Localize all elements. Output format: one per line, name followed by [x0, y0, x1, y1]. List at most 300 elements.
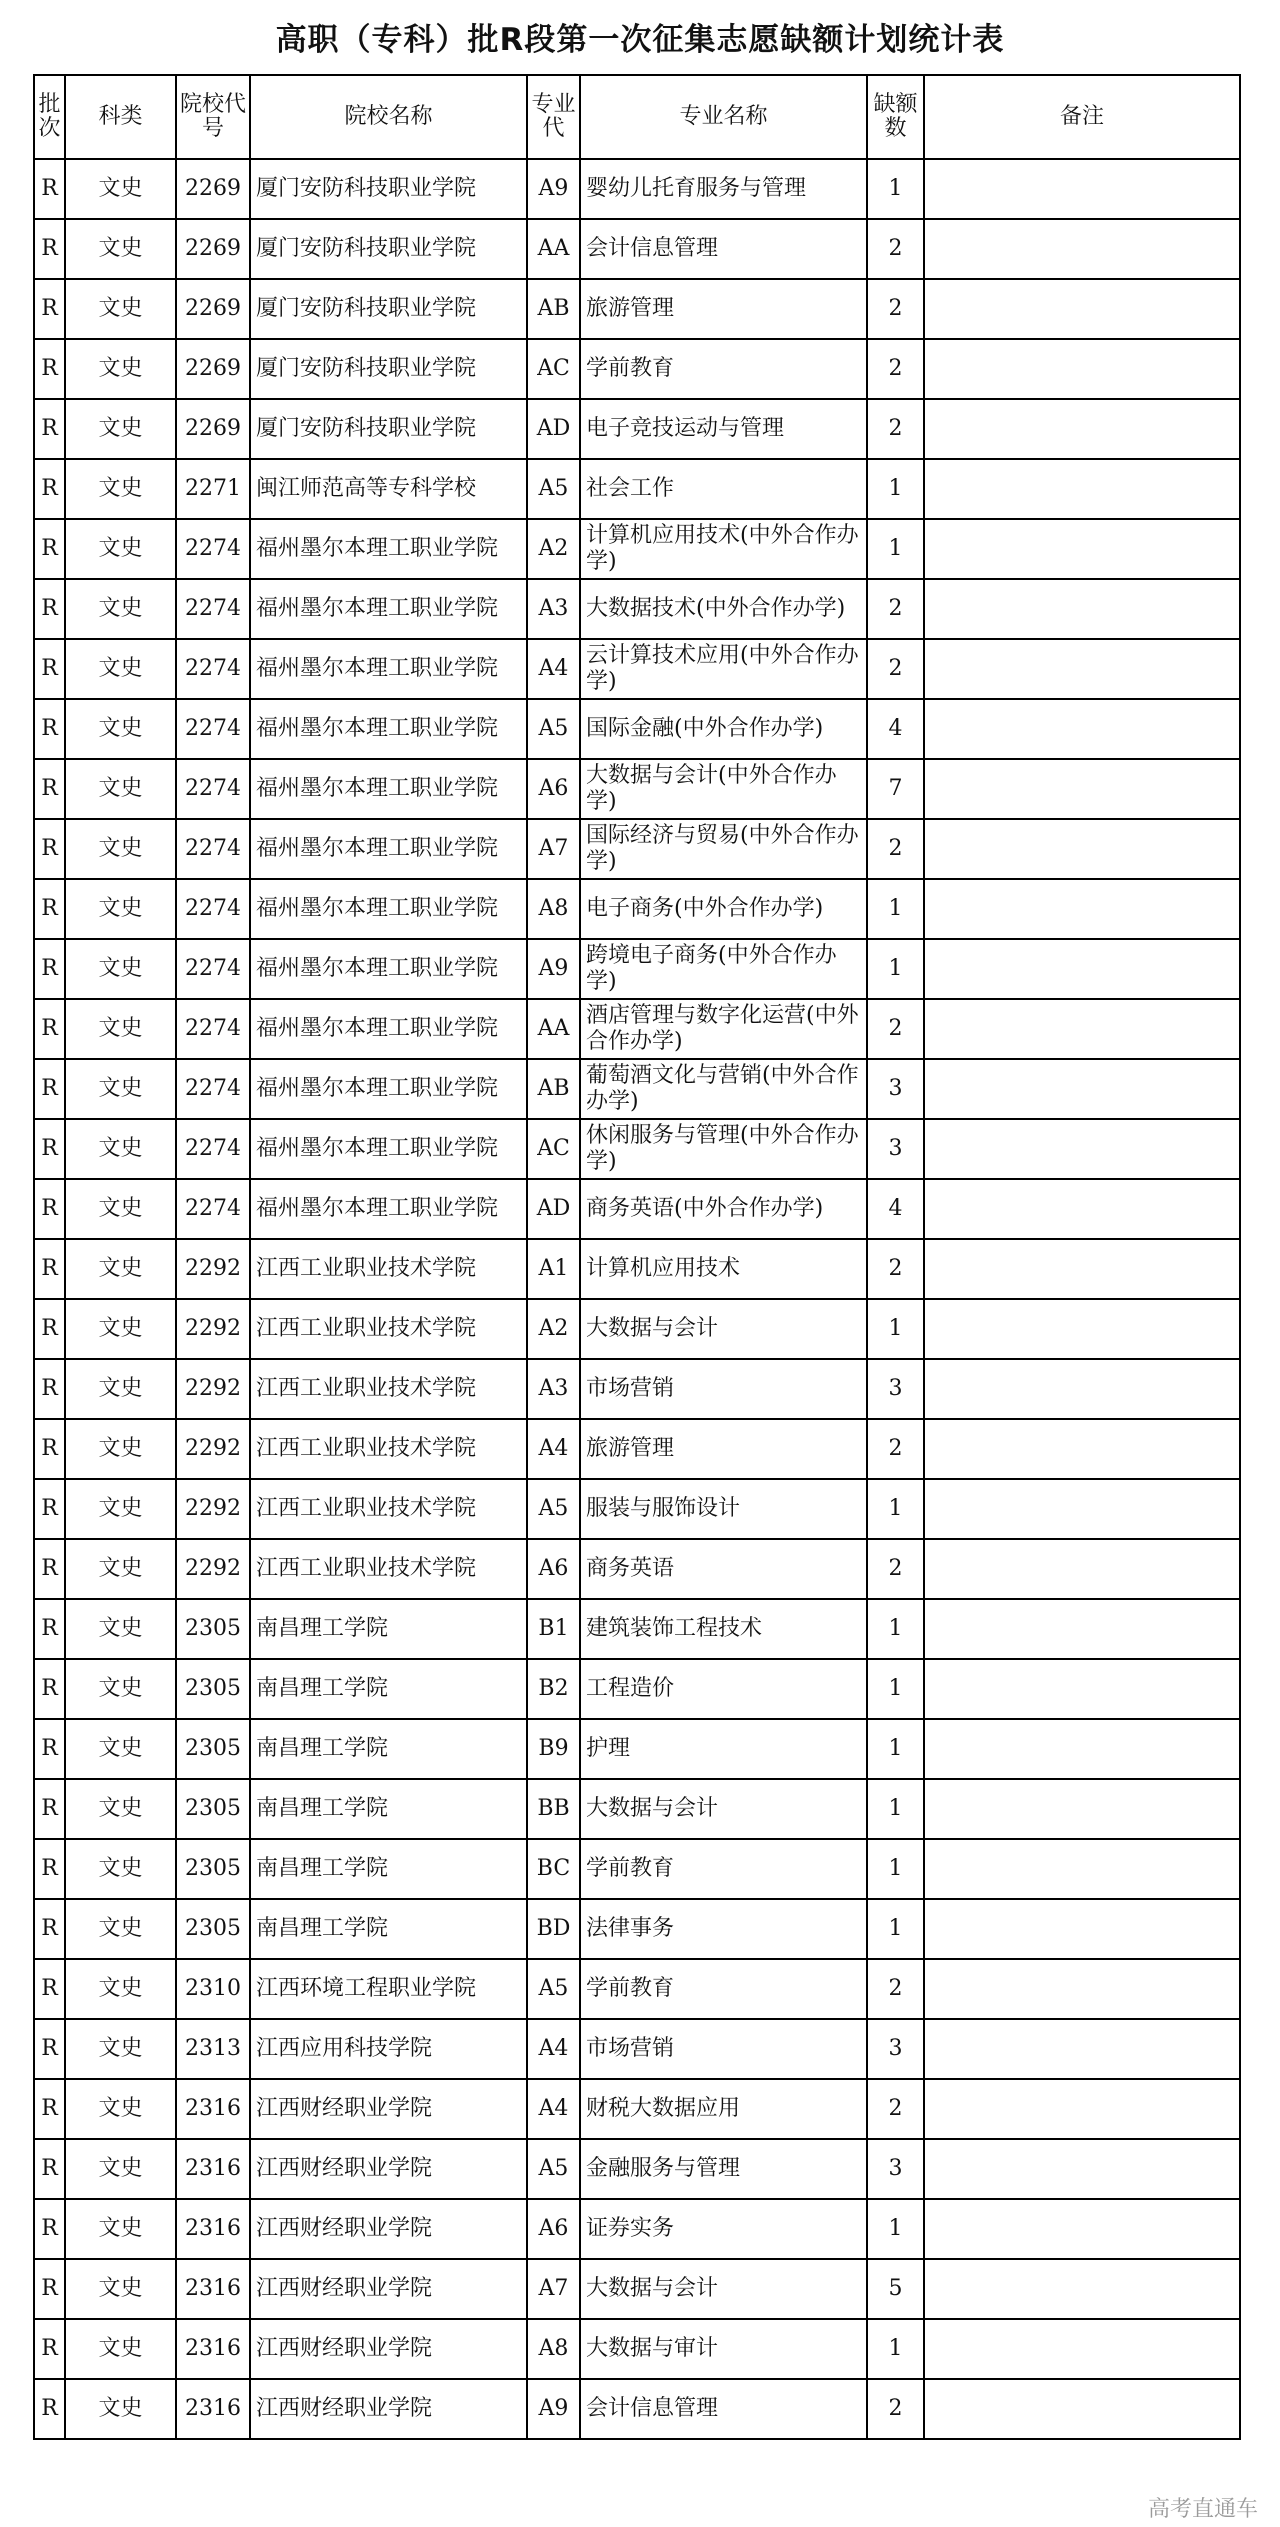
- cell-major-code: BC: [527, 1839, 580, 1899]
- table-row: [34, 159, 1240, 219]
- cell-school-code: 2316: [176, 2079, 250, 2139]
- cell-batch: R: [34, 2139, 65, 2199]
- cell-major-code: AC: [527, 339, 580, 399]
- cell-batch: R: [34, 1839, 65, 1899]
- cell-school-code: 2274: [176, 579, 250, 639]
- cell-school-code: 2274: [176, 639, 250, 699]
- cell-major-code: A7: [527, 819, 580, 879]
- cell-category: 文史: [65, 1959, 176, 2019]
- cell-batch: R: [34, 2379, 65, 2439]
- cell-batch: R: [34, 1779, 65, 1839]
- cell-major-code: A9: [527, 2379, 580, 2439]
- cell-major-name: 休闲服务与管理(中外合作办学): [580, 1119, 867, 1179]
- cell-category: 文史: [65, 819, 176, 879]
- page-title: 高职（专科）批R段第一次征集志愿缺额计划统计表: [275, 22, 1005, 58]
- cell-category: 文史: [65, 939, 176, 999]
- cell-vacancy: 4: [867, 1179, 924, 1239]
- cell-note: [924, 1539, 1240, 1599]
- cell-major-code: A5: [527, 1959, 580, 2019]
- cell-batch: R: [34, 399, 65, 459]
- cell-major-name: 金融服务与管理: [580, 2139, 867, 2199]
- cell-school-name: 南昌理工学院: [250, 1599, 527, 1659]
- cell-major-name: 会计信息管理: [580, 2379, 867, 2439]
- cell-major-name: 学前教育: [580, 339, 867, 399]
- cell-vacancy: 1: [867, 159, 924, 219]
- cell-major-name: 服装与服饰设计: [580, 1479, 867, 1539]
- cell-school-name: 厦门安防科技职业学院: [250, 339, 527, 399]
- cell-category: 文史: [65, 2019, 176, 2079]
- cell-major-name: 大数据与会计(中外合作办学): [580, 759, 867, 819]
- cell-note: [924, 1059, 1240, 1119]
- cell-major-code: AC: [527, 1119, 580, 1179]
- cell-major-code: A4: [527, 639, 580, 699]
- vacancy-table: [33, 74, 1241, 2440]
- cell-major-name: 葡萄酒文化与营销(中外合作办学): [580, 1059, 867, 1119]
- cell-vacancy: 2: [867, 639, 924, 699]
- cell-major-name: 计算机应用技术(中外合作办学): [580, 519, 867, 579]
- cell-category: 文史: [65, 699, 176, 759]
- cell-major-code: A4: [527, 1419, 580, 1479]
- cell-category: 文史: [65, 2379, 176, 2439]
- cell-school-code: 2310: [176, 1959, 250, 2019]
- cell-school-code: 2269: [176, 339, 250, 399]
- cell-batch: R: [34, 579, 65, 639]
- cell-vacancy: 2: [867, 279, 924, 339]
- table-row: [34, 219, 1240, 279]
- cell-vacancy: 4: [867, 699, 924, 759]
- cell-note: [924, 1779, 1240, 1839]
- cell-note: [924, 2319, 1240, 2379]
- cell-major-name: 旅游管理: [580, 1419, 867, 1479]
- cell-note: [924, 1959, 1240, 2019]
- cell-school-code: 2305: [176, 1899, 250, 1959]
- cell-category: 文史: [65, 879, 176, 939]
- cell-major-name: 商务英语: [580, 1539, 867, 1599]
- table-row: [34, 1179, 1240, 1239]
- table-row: [34, 999, 1240, 1059]
- cell-batch: R: [34, 1059, 65, 1119]
- cell-school-code: 2274: [176, 519, 250, 579]
- cell-school-code: 2316: [176, 2259, 250, 2319]
- cell-vacancy: 7: [867, 759, 924, 819]
- cell-batch: R: [34, 879, 65, 939]
- cell-school-code: 2274: [176, 879, 250, 939]
- cell-major-code: B2: [527, 1659, 580, 1719]
- cell-category: 文史: [65, 1659, 176, 1719]
- cell-batch: R: [34, 519, 65, 579]
- cell-major-code: A1: [527, 1239, 580, 1299]
- cell-batch: R: [34, 999, 65, 1059]
- cell-note: [924, 399, 1240, 459]
- cell-note: [924, 1419, 1240, 1479]
- table-row: [34, 2259, 1240, 2319]
- cell-vacancy: 1: [867, 1719, 924, 1779]
- table-row: [34, 1479, 1240, 1539]
- cell-note: [924, 1899, 1240, 1959]
- cell-category: 文史: [65, 1119, 176, 1179]
- cell-school-code: 2274: [176, 999, 250, 1059]
- table-row: [34, 1059, 1240, 1119]
- table-row: [34, 759, 1240, 819]
- cell-note: [924, 1659, 1240, 1719]
- cell-school-name: 福州墨尔本理工职业学院: [250, 819, 527, 879]
- cell-note: [924, 1239, 1240, 1299]
- table-row: [34, 279, 1240, 339]
- cell-major-name: 大数据与会计: [580, 1779, 867, 1839]
- cell-batch: R: [34, 1899, 65, 1959]
- table-row: [34, 819, 1240, 879]
- cell-vacancy: 5: [867, 2259, 924, 2319]
- cell-major-code: A5: [527, 459, 580, 519]
- cell-major-code: AA: [527, 999, 580, 1059]
- cell-category: 文史: [65, 1299, 176, 1359]
- cell-major-code: AA: [527, 219, 580, 279]
- cell-note: [924, 1599, 1240, 1659]
- cell-note: [924, 2199, 1240, 2259]
- cell-note: [924, 579, 1240, 639]
- cell-major-code: A5: [527, 2139, 580, 2199]
- table-row: [34, 879, 1240, 939]
- cell-major-code: A6: [527, 759, 580, 819]
- cell-major-name: 大数据技术(中外合作办学): [580, 579, 867, 639]
- cell-school-code: 2292: [176, 1299, 250, 1359]
- cell-school-code: 2305: [176, 1779, 250, 1839]
- cell-batch: R: [34, 219, 65, 279]
- cell-major-name: 大数据与会计: [580, 1299, 867, 1359]
- header-school-name: 院校名称: [250, 75, 527, 159]
- cell-major-code: A5: [527, 699, 580, 759]
- cell-vacancy: 2: [867, 999, 924, 1059]
- cell-category: 文史: [65, 1599, 176, 1659]
- cell-school-code: 2271: [176, 459, 250, 519]
- cell-major-code: A6: [527, 2199, 580, 2259]
- cell-major-name: 国际经济与贸易(中外合作办学): [580, 819, 867, 879]
- cell-school-name: 南昌理工学院: [250, 1839, 527, 1899]
- cell-category: 文史: [65, 1239, 176, 1299]
- cell-note: [924, 459, 1240, 519]
- cell-note: [924, 519, 1240, 579]
- cell-school-name: 江西工业职业技术学院: [250, 1419, 527, 1479]
- cell-major-code: A4: [527, 2079, 580, 2139]
- cell-school-name: 江西工业职业技术学院: [250, 1479, 527, 1539]
- header-major-code: 专业代: [527, 75, 580, 159]
- cell-major-code: AB: [527, 1059, 580, 1119]
- cell-school-code: 2274: [176, 939, 250, 999]
- table-row: [34, 339, 1240, 399]
- cell-major-name: 云计算技术应用(中外合作办学): [580, 639, 867, 699]
- cell-batch: R: [34, 1119, 65, 1179]
- cell-note: [924, 159, 1240, 219]
- cell-major-name: 证券实务: [580, 2199, 867, 2259]
- cell-school-code: 2269: [176, 219, 250, 279]
- cell-school-name: 福州墨尔本理工职业学院: [250, 1179, 527, 1239]
- cell-major-code: A8: [527, 2319, 580, 2379]
- cell-vacancy: 1: [867, 2199, 924, 2259]
- cell-vacancy: 2: [867, 339, 924, 399]
- cell-school-code: 2305: [176, 1839, 250, 1899]
- cell-major-code: AD: [527, 1179, 580, 1239]
- cell-school-name: 厦门安防科技职业学院: [250, 279, 527, 339]
- cell-category: 文史: [65, 2319, 176, 2379]
- header-major-name: 专业名称: [580, 75, 867, 159]
- cell-note: [924, 1839, 1240, 1899]
- table-row: [34, 1359, 1240, 1419]
- cell-note: [924, 939, 1240, 999]
- cell-vacancy: 3: [867, 1119, 924, 1179]
- cell-major-code: A3: [527, 1359, 580, 1419]
- cell-major-name: 学前教育: [580, 1959, 867, 2019]
- cell-vacancy: 1: [867, 519, 924, 579]
- cell-note: [924, 819, 1240, 879]
- cell-batch: R: [34, 2319, 65, 2379]
- cell-school-name: 江西工业职业技术学院: [250, 1299, 527, 1359]
- cell-school-name: 江西工业职业技术学院: [250, 1359, 527, 1419]
- cell-note: [924, 339, 1240, 399]
- cell-vacancy: 1: [867, 459, 924, 519]
- cell-category: 文史: [65, 219, 176, 279]
- cell-school-code: 2274: [176, 759, 250, 819]
- cell-vacancy: 1: [867, 1659, 924, 1719]
- cell-school-name: 江西环境工程职业学院: [250, 1959, 527, 2019]
- header-note: 备注: [924, 75, 1240, 159]
- cell-school-code: 2274: [176, 1179, 250, 1239]
- cell-note: [924, 2019, 1240, 2079]
- cell-major-code: A6: [527, 1539, 580, 1599]
- table-row: [34, 1599, 1240, 1659]
- cell-note: [924, 279, 1240, 339]
- cell-note: [924, 2079, 1240, 2139]
- cell-major-name: 市场营销: [580, 1359, 867, 1419]
- cell-category: 文史: [65, 2079, 176, 2139]
- cell-vacancy: 1: [867, 1299, 924, 1359]
- cell-school-code: 2274: [176, 1059, 250, 1119]
- cell-vacancy: 2: [867, 819, 924, 879]
- cell-category: 文史: [65, 2259, 176, 2319]
- cell-major-name: 工程造价: [580, 1659, 867, 1719]
- cell-batch: R: [34, 2259, 65, 2319]
- cell-note: [924, 1479, 1240, 1539]
- cell-school-code: 2305: [176, 1719, 250, 1779]
- cell-category: 文史: [65, 279, 176, 339]
- cell-batch: R: [34, 639, 65, 699]
- cell-major-code: B1: [527, 1599, 580, 1659]
- cell-note: [924, 1359, 1240, 1419]
- table-row: [34, 1299, 1240, 1359]
- cell-vacancy: 2: [867, 219, 924, 279]
- cell-major-name: 护理: [580, 1719, 867, 1779]
- cell-major-name: 大数据与会计: [580, 2259, 867, 2319]
- watermark: 高考直通车: [1147, 2497, 1258, 2522]
- cell-vacancy: 2: [867, 2379, 924, 2439]
- cell-vacancy: 3: [867, 1059, 924, 1119]
- cell-batch: R: [34, 1359, 65, 1419]
- cell-major-name: 国际金融(中外合作办学): [580, 699, 867, 759]
- table-row: [34, 459, 1240, 519]
- cell-school-name: 南昌理工学院: [250, 1779, 527, 1839]
- cell-school-name: 江西财经职业学院: [250, 2199, 527, 2259]
- cell-school-name: 江西财经职业学院: [250, 2079, 527, 2139]
- cell-school-name: 南昌理工学院: [250, 1899, 527, 1959]
- cell-major-code: A2: [527, 519, 580, 579]
- cell-category: 文史: [65, 1539, 176, 1599]
- cell-major-name: 社会工作: [580, 459, 867, 519]
- cell-school-name: 福州墨尔本理工职业学院: [250, 759, 527, 819]
- cell-batch: R: [34, 1179, 65, 1239]
- cell-school-name: 福州墨尔本理工职业学院: [250, 519, 527, 579]
- cell-category: 文史: [65, 1839, 176, 1899]
- cell-note: [924, 1119, 1240, 1179]
- cell-note: [924, 639, 1240, 699]
- cell-category: 文史: [65, 159, 176, 219]
- cell-category: 文史: [65, 459, 176, 519]
- cell-major-code: A3: [527, 579, 580, 639]
- header-category: 科类: [65, 75, 176, 159]
- cell-school-name: 江西应用科技学院: [250, 2019, 527, 2079]
- cell-category: 文史: [65, 519, 176, 579]
- cell-batch: R: [34, 339, 65, 399]
- cell-major-code: A5: [527, 1479, 580, 1539]
- cell-school-code: 2316: [176, 2199, 250, 2259]
- cell-batch: R: [34, 819, 65, 879]
- cell-school-name: 福州墨尔本理工职业学院: [250, 1119, 527, 1179]
- table-header-row: [34, 75, 1240, 159]
- cell-vacancy: 1: [867, 1479, 924, 1539]
- cell-school-code: 2269: [176, 279, 250, 339]
- cell-major-name: 电子商务(中外合作办学): [580, 879, 867, 939]
- cell-note: [924, 2139, 1240, 2199]
- cell-note: [924, 2259, 1240, 2319]
- cell-batch: R: [34, 759, 65, 819]
- cell-school-code: 2292: [176, 1239, 250, 1299]
- cell-major-code: B9: [527, 1719, 580, 1779]
- table-row: [34, 399, 1240, 459]
- cell-school-name: 厦门安防科技职业学院: [250, 219, 527, 279]
- table-row: [34, 939, 1240, 999]
- cell-category: 文史: [65, 1719, 176, 1779]
- cell-note: [924, 999, 1240, 1059]
- cell-school-code: 2316: [176, 2319, 250, 2379]
- cell-school-code: 2292: [176, 1539, 250, 1599]
- cell-major-name: 酒店管理与数字化运营(中外合作办学): [580, 999, 867, 1059]
- table-row: [34, 2019, 1240, 2079]
- cell-batch: R: [34, 459, 65, 519]
- cell-major-name: 电子竞技运动与管理: [580, 399, 867, 459]
- table-row: [34, 1899, 1240, 1959]
- cell-school-name: 福州墨尔本理工职业学院: [250, 879, 527, 939]
- cell-major-name: 商务英语(中外合作办学): [580, 1179, 867, 1239]
- cell-major-code: BD: [527, 1899, 580, 1959]
- cell-vacancy: 1: [867, 2319, 924, 2379]
- cell-category: 文史: [65, 1419, 176, 1479]
- cell-category: 文史: [65, 1179, 176, 1239]
- cell-school-code: 2292: [176, 1359, 250, 1419]
- cell-school-name: 闽江师范高等专科学校: [250, 459, 527, 519]
- cell-vacancy: 2: [867, 1539, 924, 1599]
- cell-category: 文史: [65, 1899, 176, 1959]
- table-row: [34, 1239, 1240, 1299]
- cell-note: [924, 1299, 1240, 1359]
- table-row: [34, 1839, 1240, 1899]
- cell-major-name: 学前教育: [580, 1839, 867, 1899]
- cell-batch: R: [34, 1239, 65, 1299]
- header-school-code: 院校代号: [176, 75, 250, 159]
- cell-batch: R: [34, 279, 65, 339]
- cell-school-name: 福州墨尔本理工职业学院: [250, 999, 527, 1059]
- cell-vacancy: 1: [867, 1839, 924, 1899]
- cell-note: [924, 1179, 1240, 1239]
- cell-category: 文史: [65, 579, 176, 639]
- cell-category: 文史: [65, 399, 176, 459]
- cell-batch: R: [34, 1599, 65, 1659]
- cell-batch: R: [34, 2019, 65, 2079]
- cell-category: 文史: [65, 1059, 176, 1119]
- cell-school-name: 南昌理工学院: [250, 1719, 527, 1779]
- cell-school-code: 2269: [176, 159, 250, 219]
- cell-major-code: BB: [527, 1779, 580, 1839]
- table-body: [34, 159, 1240, 2439]
- table-row: [34, 2079, 1240, 2139]
- cell-major-name: 跨境电子商务(中外合作办学): [580, 939, 867, 999]
- cell-vacancy: 2: [867, 1239, 924, 1299]
- cell-batch: R: [34, 1299, 65, 1359]
- table-row: [34, 1719, 1240, 1779]
- cell-school-name: 厦门安防科技职业学院: [250, 159, 527, 219]
- cell-category: 文史: [65, 1779, 176, 1839]
- cell-vacancy: 3: [867, 2019, 924, 2079]
- cell-school-name: 江西财经职业学院: [250, 2319, 527, 2379]
- table-row: [34, 1539, 1240, 1599]
- cell-batch: R: [34, 1719, 65, 1779]
- cell-vacancy: 1: [867, 1599, 924, 1659]
- cell-vacancy: 1: [867, 1899, 924, 1959]
- cell-batch: R: [34, 699, 65, 759]
- cell-vacancy: 2: [867, 2079, 924, 2139]
- cell-major-name: 财税大数据应用: [580, 2079, 867, 2139]
- cell-vacancy: 1: [867, 879, 924, 939]
- cell-note: [924, 1719, 1240, 1779]
- cell-major-code: AB: [527, 279, 580, 339]
- cell-major-name: 法律事务: [580, 1899, 867, 1959]
- cell-vacancy: 3: [867, 1359, 924, 1419]
- cell-school-code: 2305: [176, 1599, 250, 1659]
- cell-school-name: 福州墨尔本理工职业学院: [250, 639, 527, 699]
- cell-batch: R: [34, 1659, 65, 1719]
- cell-vacancy: 3: [867, 2139, 924, 2199]
- cell-school-code: 2316: [176, 2379, 250, 2439]
- cell-batch: R: [34, 159, 65, 219]
- cell-category: 文史: [65, 339, 176, 399]
- cell-school-code: 2274: [176, 819, 250, 879]
- table-row: [34, 2379, 1240, 2439]
- table-row: [34, 2199, 1240, 2259]
- cell-school-code: 2292: [176, 1419, 250, 1479]
- cell-school-name: 南昌理工学院: [250, 1659, 527, 1719]
- cell-major-name: 旅游管理: [580, 279, 867, 339]
- cell-school-name: 福州墨尔本理工职业学院: [250, 579, 527, 639]
- table-row: [34, 1419, 1240, 1479]
- cell-batch: R: [34, 2199, 65, 2259]
- cell-school-name: 福州墨尔本理工职业学院: [250, 939, 527, 999]
- cell-batch: R: [34, 939, 65, 999]
- cell-category: 文史: [65, 759, 176, 819]
- cell-batch: R: [34, 1959, 65, 2019]
- cell-category: 文史: [65, 639, 176, 699]
- table-row: [34, 519, 1240, 579]
- table-row: [34, 1659, 1240, 1719]
- cell-major-code: A8: [527, 879, 580, 939]
- cell-category: 文史: [65, 1479, 176, 1539]
- cell-major-name: 会计信息管理: [580, 219, 867, 279]
